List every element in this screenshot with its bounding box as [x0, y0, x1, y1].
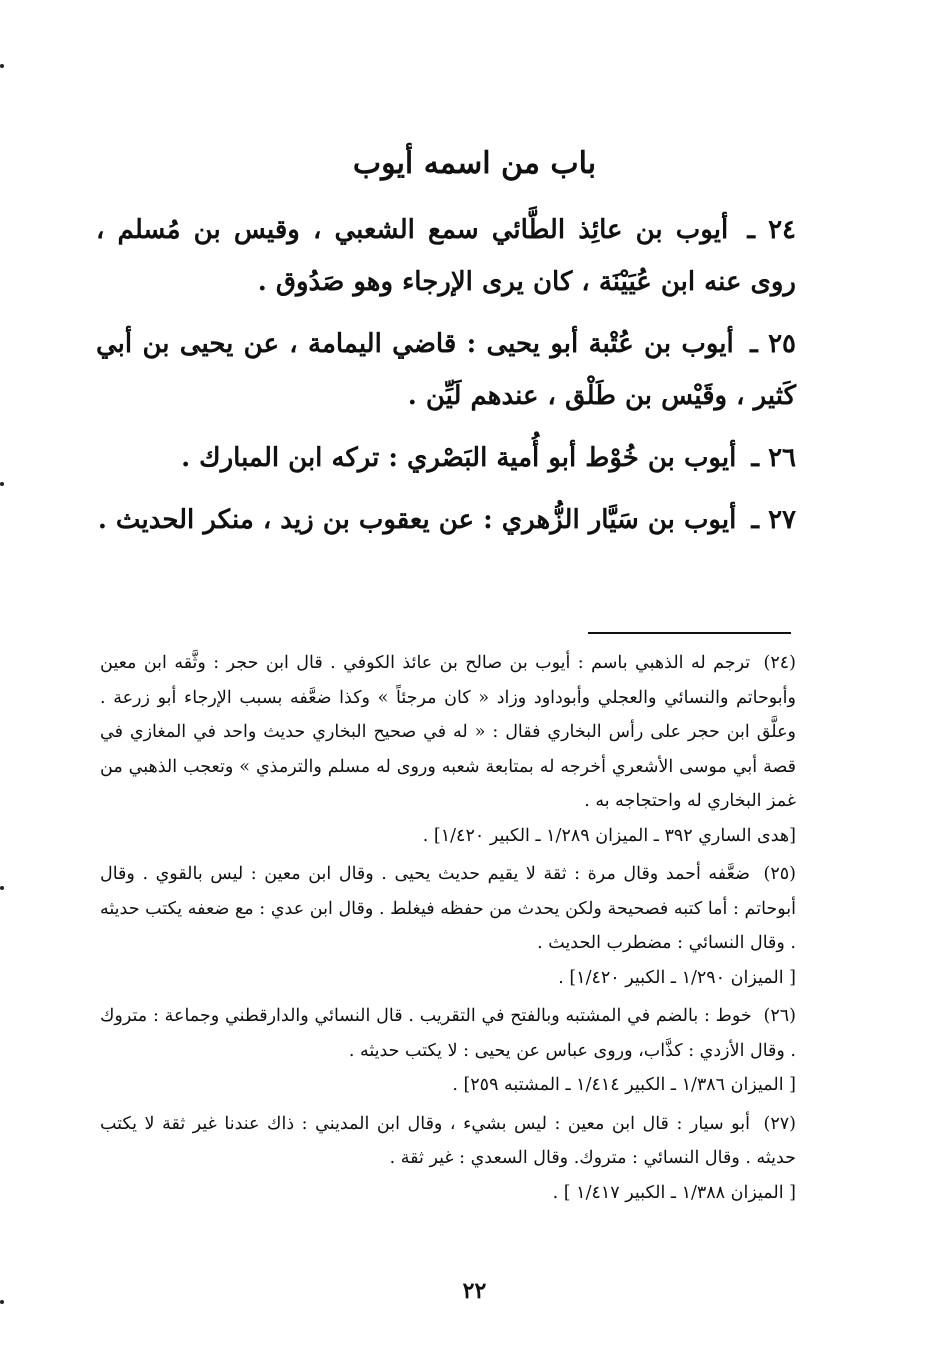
entry-24: [96, 204, 796, 308]
footnote-text: ضعَّفه أحمد وقال مرة : ثقة لا يقيم حديث يحيى . وقال ابن معين : ليس بالقوي . وقال أبوحاتم : أما كتبه فصحيحة ولكن يحدث من حفظه فيغلط . وقال ابن عدي : مع ضعفه يكتب حديثه . وقال النسائي : مضطرب الحديث .: [100, 864, 796, 953]
footnote-reference: [ الميزان ١/٣٨٨ ـ الكبير ١/٤١٧ ] .: [552, 1182, 796, 1203]
entry-number: ٢٤ ـ: [747, 215, 796, 245]
scan-mark: [0, 886, 4, 890]
footnote-divider: [588, 632, 791, 634]
entry-text: أيوب بن خُوْط أبو أُمية البَصْري : تركه ابن المبارك .: [181, 443, 737, 473]
footnote-number: (٢٦): [763, 1006, 796, 1026]
entry-27: [96, 494, 796, 546]
entry-26: [96, 432, 796, 484]
footnote-26: [100, 999, 796, 1068]
footnote-number: (٢٧): [763, 1113, 796, 1134]
scan-mark: [0, 64, 4, 68]
entry-text: أيوب بن عُتْبة أبو يحيى : قاضي اليمامة ، عن يحيى بن أبي كَثير ، وقَيْس بن طَلْق ، عندهم لَيِّن .: [96, 329, 796, 411]
entry-number: ٢٧ ـ: [751, 505, 796, 535]
footnote-number: (٢٤): [763, 653, 796, 673]
entry-text: أيوب بن عائِذ الطَّائي سمع الشعبي ، وقيس بن مُسلم ، روى عنه ابن عُيَيْنَة ، كان يرى الإرجاء وهو صَدُوق .: [96, 215, 796, 297]
page-number: ٢٢: [462, 1278, 487, 1304]
footnote-reference: [ الميزان ١/٢٩٠ ـ الكبير ١/٤٢٠] .: [558, 967, 796, 988]
footnote-25: [100, 857, 796, 961]
entry-number: ٢٦ ـ: [751, 443, 796, 473]
entry-number: ٢٥ ـ: [750, 329, 796, 359]
footnote-24: [100, 646, 796, 819]
scan-mark: [0, 1300, 4, 1304]
main-text: [96, 204, 796, 556]
footnote-text: أبو سيار : قال ابن معين : ليس بشيء ، وقال ابن المديني : ذاك عندنا غير ثقة لا يكتب حديثه . وقال النسائي : متروك. وقال السعدي : غير ثقة .: [100, 1113, 796, 1168]
entry-25: [96, 318, 796, 422]
footnote-number: (٢٥): [763, 864, 796, 884]
footnote-27: [100, 1107, 796, 1176]
footnote-reference: [هدى الساري ٣٩٢ ـ الميزان ١/٢٨٩ ـ الكبير ١/٤٢٠] .: [422, 825, 796, 846]
footnote-reference: [ الميزان ١/٣٨٦ ـ الكبير ١/٤١٤ ـ المشتبه ٢٥٩] .: [452, 1075, 796, 1095]
scan-mark: [0, 482, 4, 486]
footnotes: [100, 646, 796, 1214]
chapter-title: باب من اسمه أيوب: [352, 146, 597, 181]
footnote-text: ترجم له الذهبي باسم : أيوب بن صالح بن عائذ الكوفي . قال ابن حجر : وثَّقه ابن معين وأبوحاتم والنسائي والعجلي وأبوداود وزاد « كان مرجئاً » وكذا ضعَّفه بسبب الإرجاء أبو زرعة . وعلَّق ابن حجر على رأس البخاري فقال : « له في صحيح البخاري حديث واحد في المغازي في قصة أبي موسى الأشعري أخرجه له بمتابعة شعبه وروى له مسلم والترمذي » وتعجب الذهبي من غمز البخاري له واحتجاجه به .: [100, 653, 796, 811]
footnote-text: خوط : بالضم في المشتبه وبالفتح في التقريب . قال النسائي والدارقطني وجماعة : متروك . وقال الأزدي : كذَّاب، وروى عباس عن يحيى : لا يكتب حديثه .: [100, 1006, 796, 1061]
entry-text: أيوب بن سَيَّار الزُّهري : عن يعقوب بن زيد ، منكر الحديث .: [97, 505, 737, 535]
